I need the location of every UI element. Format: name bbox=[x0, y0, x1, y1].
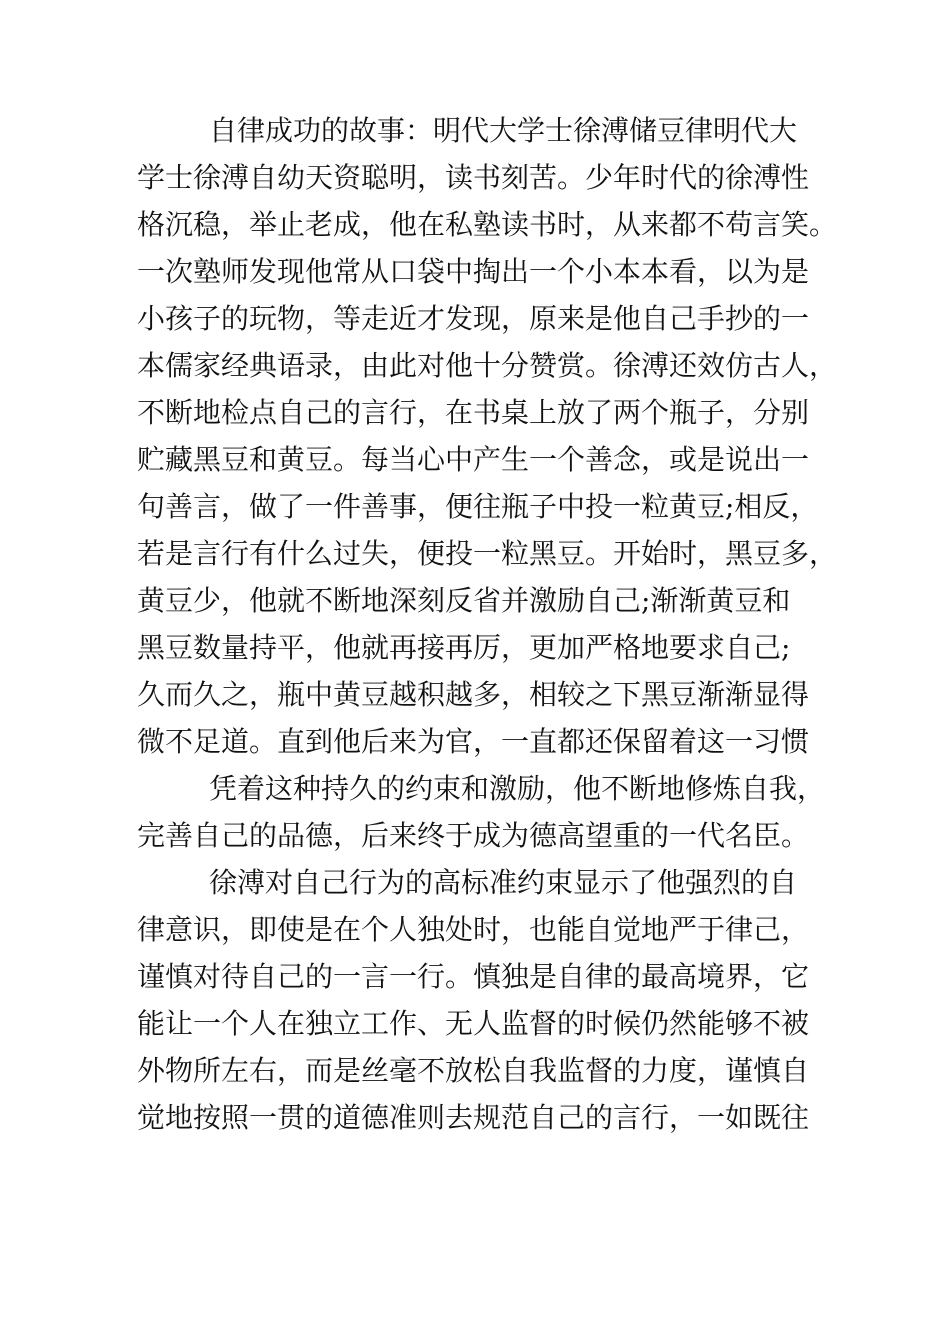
text-line: 不断地检点自己的言行，在书桌上放了两个瓶子，分别 bbox=[137, 396, 810, 429]
text-line: 外物所左右，而是丝毫不放松自我监督的力度，谨慎自 bbox=[137, 1054, 810, 1087]
text-line: 凭着这种持久的约束和激励，他不断地修炼自我， bbox=[209, 772, 826, 805]
text-line: 学士徐溥自幼天资聪明，读书刻苦。少年时代的徐溥性 bbox=[137, 161, 810, 194]
text-line: 句善言，做了一件善事，便往瓶子中投一粒黄豆;相反， bbox=[137, 490, 819, 523]
text-line: 黄豆少，他就不断地深刻反省并激励自己;渐渐黄豆和 bbox=[137, 584, 791, 617]
text-line: 贮藏黑豆和黄豆。每当心中产生一个善念，或是说出一 bbox=[137, 443, 810, 476]
text-line: 格沉稳，举止老成，他在私塾读书时，从来都不苟言笑。 bbox=[137, 208, 838, 241]
text-line: 小孩子的玩物，等走近才发现，原来是他自己手抄的一 bbox=[137, 302, 810, 335]
text-line: 自律成功的故事：明代大学士徐溥储豆律明代大 bbox=[209, 114, 798, 147]
text-line: 黑豆数量持平，他就再接再厉，更加严格地要求自己; bbox=[137, 631, 791, 664]
text-line: 徐溥对自己行为的高标准约束显示了他强烈的自 bbox=[209, 866, 798, 899]
text-line: 律意识，即使是在个人独处时，也能自觉地严于律己， bbox=[137, 913, 810, 946]
text-line: 谨慎对待自己的一言一行。慎独是自律的最高境界，它 bbox=[137, 960, 810, 993]
text-line: 若是言行有什么过失，便投一粒黑豆。开始时，黑豆多， bbox=[137, 537, 838, 570]
document-body bbox=[137, 107, 837, 1141]
text-line: 本儒家经典语录，由此对他十分赞赏。徐溥还效仿古人， bbox=[137, 349, 838, 382]
text-line: 觉地按照一贯的道德准则去规范自己的言行，一如既往 bbox=[137, 1101, 810, 1134]
text-line: 久而久之，瓶中黄豆越积越多，相较之下黑豆渐渐显得 bbox=[137, 678, 810, 711]
text-line: 能让一个人在独立工作、无人监督的时候仍然能够不被 bbox=[137, 1007, 810, 1040]
text-line: 完善自己的品德，后来终于成为德高望重的一代名臣。 bbox=[137, 819, 810, 852]
text-line: 微不足道。直到他后来为官，一直都还保留着这一习惯 bbox=[137, 725, 810, 758]
text-line: 一次塾师发现他常从口袋中掏出一个小本本看，以为是 bbox=[137, 255, 810, 288]
